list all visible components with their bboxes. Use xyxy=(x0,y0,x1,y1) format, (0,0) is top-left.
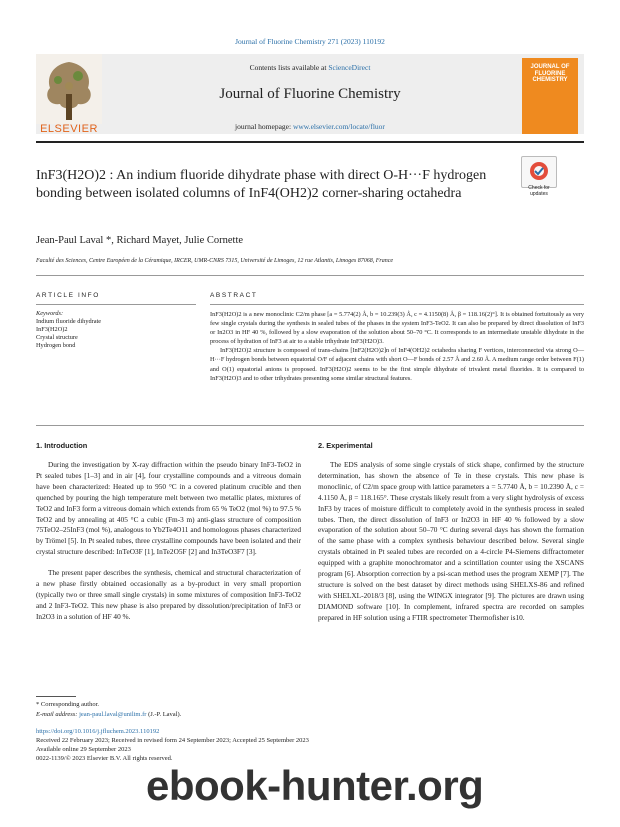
keywords-label: Keywords: xyxy=(36,310,64,317)
experimental-text xyxy=(318,460,584,624)
introduction-text xyxy=(36,460,301,623)
homepage-prefix: journal homepage: xyxy=(235,122,293,131)
journal-citation-link[interactable]: Journal of Fluorine Chemistry 271 (2023) 110192 xyxy=(235,37,385,46)
article-info-rule xyxy=(36,304,196,305)
doi-link[interactable]: https://doi.org/10.1016/j.jfluchem.2023.110192 xyxy=(36,728,160,735)
experimental-heading: 2. Experimental xyxy=(318,441,373,450)
keyword-item: Indium fluoride dihydrate xyxy=(36,318,102,325)
header-divider xyxy=(36,141,584,143)
keyword-item: Crystal structure xyxy=(36,334,78,341)
check-for-updates-button[interactable] xyxy=(521,156,557,188)
journal-title: Journal of Fluorine Chemistry xyxy=(219,86,401,102)
contents-available-line xyxy=(110,63,510,72)
keyword-item: Hydrogen bond xyxy=(36,342,76,349)
journal-cover-title: JOURNAL OF FLUORINE CHEMISTRY xyxy=(530,64,570,84)
author-email-link[interactable]: jean-paul.laval@unilim.fr xyxy=(79,710,147,718)
abstract-text xyxy=(210,310,584,383)
body-paragraph: The EDS analysis of some single crystals of stick shape, confirmed by the structure determination, has shown the absence of Te in these crystals. This new phase is monoclinic, of C2/m space group with lattice parameters a = 5.7740 Å, b = 10.2390 Å, c = 4.1150 Å, β = 118.165°. These crystals likely result from a very slight hydrolysis of excess InF3 by traces of moisture difficult to completely avoid in the synthesis process in sealed tubes. Then, the direct dissolution of InF3 or In2O3 in HF 40 % followed by a slow evaporation of the solution about 50–70 °C during several days has shown the formation of the same phase with a complex synthesis behaviour described below. Several single crystals obtained in Pt sealed tubes are recorded on a 4-circle P4-Siemens diffractometer equipped with a graphite monochromator and a scintillation counter using the XSCANS program [6]. Absorption correction by a psi-scan method uses the program XEMP [7]. The structure is solved on the best dataset by direct methods using SHELXS-86 and refined with SHELXL-2018/3 [8], using the WINGX integrator [9]. The pictures are drawn using DIAMOND software [10]. In complement, infrared spectra are recorded on samples prepared in HF solution using a FTIR spectrometer Thermofisher is10. xyxy=(318,460,584,622)
abstract-paragraph: InF3(H2O)2 structure is composed of trans-chains [InF2(H2O)2]n of InF4(OH2)2 octahedra sharing F vertices, interconnected via strong O—H···F hydrogen bonds between equatorial O/F of adjacent chains with short O—F bonds of 2.57 Å and 2.60 Å. A medium range order between F(1) and O(1) equatorial anions is proposed. InF3(H2O)2 seems to be the first simple dihydrate of trivalent metal fluorides. It is compared to InF3(H2O)3 and to other trihydrates presenting some similar structural features. xyxy=(210,347,584,382)
section-divider xyxy=(36,275,584,276)
abstract-heading: ABSTRACT xyxy=(210,292,258,299)
journal-homepage-line xyxy=(110,122,510,131)
footnote xyxy=(36,700,336,719)
body-paragraph: The present paper describes the synthesis, chemical and structural characterization of a new phase firstly obtained occasionally as a by-product in very small proportion (typically two or three small single crystals) in some mixtures of composition InF3-TeO2 and 2 InF3-TeO2. This new phase is also prepared by dissolution/precipitation of InF3 or In2O3 in a solution of HF 40 %. xyxy=(36,568,301,621)
article-info-heading: ARTICLE INFO xyxy=(36,292,100,299)
article-footer xyxy=(36,727,386,763)
footnote-rule xyxy=(36,696,76,697)
body-divider xyxy=(36,425,584,426)
copyright-line: 0022-1139/© 2023 Elsevier B.V. All rights reserved. xyxy=(36,755,173,762)
paper-title: InF3(H2O)2 : An indium fluoride dihydrate phase with direct O-H···F hydrogen bonding between isolated columns of InF4(OH2)2 corner-sharing octahedra xyxy=(36,168,487,201)
keywords-block xyxy=(36,310,201,350)
available-online-date: Available online 29 September 2023 xyxy=(36,746,131,753)
check-updates-label[interactable]: Check for updates xyxy=(528,185,550,197)
sciencedirect-link[interactable]: ScienceDirect xyxy=(328,63,371,72)
keyword-item: InF3(H2O)2 xyxy=(36,326,68,333)
corresponding-author-note: * Corresponding author. xyxy=(36,701,100,708)
author-affiliation: Faculté des Sciences, Centre Européen de la Céramique, IRCER, UMR-CNRS 7315, Université de Limoges, 12 rue Atlantis, Limoges 87068, France xyxy=(36,258,394,264)
abstract-rule xyxy=(210,304,584,305)
contents-prefix: Contents lists available at xyxy=(249,63,329,72)
email-suffix: (J.-P. Laval). xyxy=(146,710,182,718)
journal-homepage-link[interactable]: www.elsevier.com/locate/fluor xyxy=(292,122,385,131)
introduction-heading: 1. Introduction xyxy=(36,441,88,450)
received-dates: Received 22 February 2023; Received in revised form 24 September 2023; Accepted 25 September 2023 xyxy=(36,737,309,744)
elsevier-wordmark: ELSEVIER xyxy=(40,123,98,135)
author-list: Jean-Paul Laval *, Richard Mayet, Julie Cornette xyxy=(36,235,244,246)
email-label: E-mail address: xyxy=(36,710,80,718)
body-paragraph: During the investigation by X-ray diffraction within the pseudo binary InF3-TeO2 in Pt sealed tubes [1–3] and in air [4], four crystalline compounds and a vitreous domain have been characterized: Heated up to 950 °C in a covered platinum crucible and then quenched by pouring the high temperature melt between two metallic plates, mixtures of TeO2 and InF3 form a vitreous domain which extends from 65 % TeO2 (mol %) to 97.5 % TeO2 and by annealing at 405 °C a cubic (Fm-3 m) anti-glass structure of composition 75TeO2–25InF3 (mol %), analogous to Yb2Te4O11 and homologous phases characterized by Trömel [5]. In Pt sealed tubes, three crystalline compounds have been isolated and their crystal structure described: InTeO3F [1], InTe2O5F [2] and In3TeO3F7 [3]. xyxy=(36,460,301,557)
watermark-text: ebook-hunter.org xyxy=(146,762,484,809)
abstract-paragraph: InF3(H2O)2 is a new monoclinic C2/m phase [a = 5.774(2) Å, b = 10.239(3) Å, c = 4.1150(8) Å, β = 118.16(2)°]. It is obtained fortuitously as very few single crystals during the synthesis in sealed tubes of the phases in the system InF3-TeO2. It can also be prepared by direct dissolution of InF3 or In2O3 in HF 40 %, followed by a slow evaporation of the solution about 50–70 °C. It corresponds to an intermediate unstable dihydrate in the process of hydration of InF3 at air to a stable trihydrate InF3(H2O)3. xyxy=(210,311,584,346)
